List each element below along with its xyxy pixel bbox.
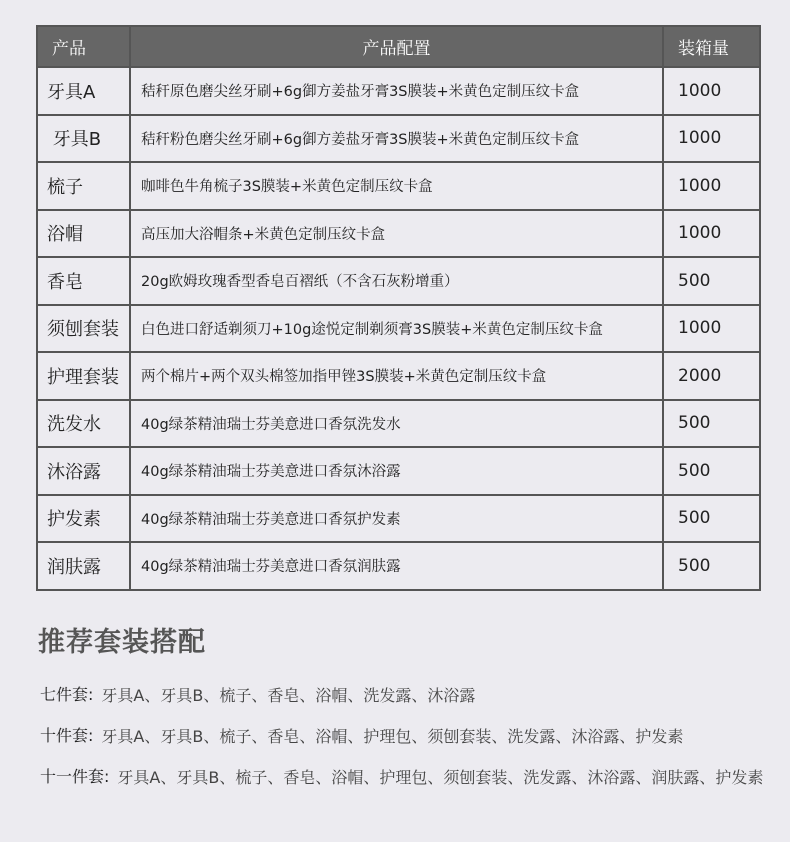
cell-quantity: 500 [663,447,760,495]
table-row [37,495,760,543]
cell-quantity: 500 [663,400,760,448]
table-row [37,400,760,448]
cell-quantity: 500 [663,495,760,543]
header-config: 产品配置 [130,26,663,67]
cell-quantity: 500 [663,542,760,590]
recommend-title: 推荐套装搭配 [38,627,206,658]
bundle-items: 牙具A、牙具B、梳子、香皂、浴帽、洗发露、沐浴露 [101,686,476,705]
table-row [37,210,760,258]
table-row [37,257,760,305]
cell-product: 润肤露 [37,542,130,590]
cell-config: 秸秆原色磨尖丝牙刷+6g御方姜盐牙膏3S膜装+米黄色定制压纹卡盒 [130,67,663,115]
bundle-items: 牙具A、牙具B、梳子、香皂、浴帽、护理包、须刨套装、洗发露、沐浴露、润肤露、护发素 [117,768,764,787]
cell-product: 沐浴露 [37,447,130,495]
bundle-label: 十一件套: [40,767,110,786]
table-row [37,305,760,353]
cell-quantity: 500 [663,257,760,305]
table-row [37,352,760,400]
table-row [37,162,760,210]
cell-config: 40g绿茶精油瑞士芬美意进口香氛护发素 [130,495,663,543]
cell-product: 牙具A [37,67,130,115]
bundle-eleven [40,764,770,795]
cell-quantity: 1000 [663,67,760,115]
cell-config: 40g绿茶精油瑞士芬美意进口香氛沐浴露 [130,447,663,495]
cell-product: 洗发水 [37,400,130,448]
cell-product: 护理套装 [37,352,130,400]
table-row [37,542,760,590]
cell-product: 护发素 [37,495,130,543]
header-quantity: 装箱量 [663,26,760,67]
cell-config: 40g绿茶精油瑞士芬美意进口香氛润肤露 [130,542,663,590]
bundle-seven [40,682,770,713]
cell-product: 牙具B [37,115,130,163]
header-product: 产品 [37,26,130,67]
cell-config: 20g欧姆玫瑰香型香皂百褶纸（不含石灰粉增重） [130,257,663,305]
bundle-items: 牙具A、牙具B、梳子、香皂、浴帽、护理包、须刨套装、洗发露、沐浴露、护发素 [101,727,684,746]
cell-config: 两个棉片+两个双头棉签加指甲锉3S膜装+米黄色定制压纹卡盒 [130,352,663,400]
cell-config: 高压加大浴帽条+米黄色定制压纹卡盒 [130,210,663,258]
cell-quantity: 2000 [663,352,760,400]
cell-product: 梳子 [37,162,130,210]
cell-config: 40g绿茶精油瑞士芬美意进口香氛洗发水 [130,400,663,448]
bundle-ten [40,723,770,754]
table-row [37,115,760,163]
cell-config: 咖啡色牛角梳子3S膜装+米黄色定制压纹卡盒 [130,162,663,210]
cell-quantity: 1000 [663,162,760,210]
product-spec-table [36,25,761,591]
cell-product: 浴帽 [37,210,130,258]
bundle-list [40,682,770,805]
cell-quantity: 1000 [663,210,760,258]
bundle-label: 七件套: [40,685,94,704]
cell-product: 香皂 [37,257,130,305]
cell-config: 白色进口舒适剃须刀+10g途悦定制剃须膏3S膜装+米黄色定制压纹卡盒 [130,305,663,353]
bundle-label: 十件套: [40,726,94,745]
table-header-row [37,26,760,67]
cell-quantity: 1000 [663,305,760,353]
cell-quantity: 1000 [663,115,760,163]
table-row [37,447,760,495]
cell-product: 须刨套装 [37,305,130,353]
table-row [37,67,760,115]
cell-config: 秸秆粉色磨尖丝牙刷+6g御方姜盐牙膏3S膜装+米黄色定制压纹卡盒 [130,115,663,163]
